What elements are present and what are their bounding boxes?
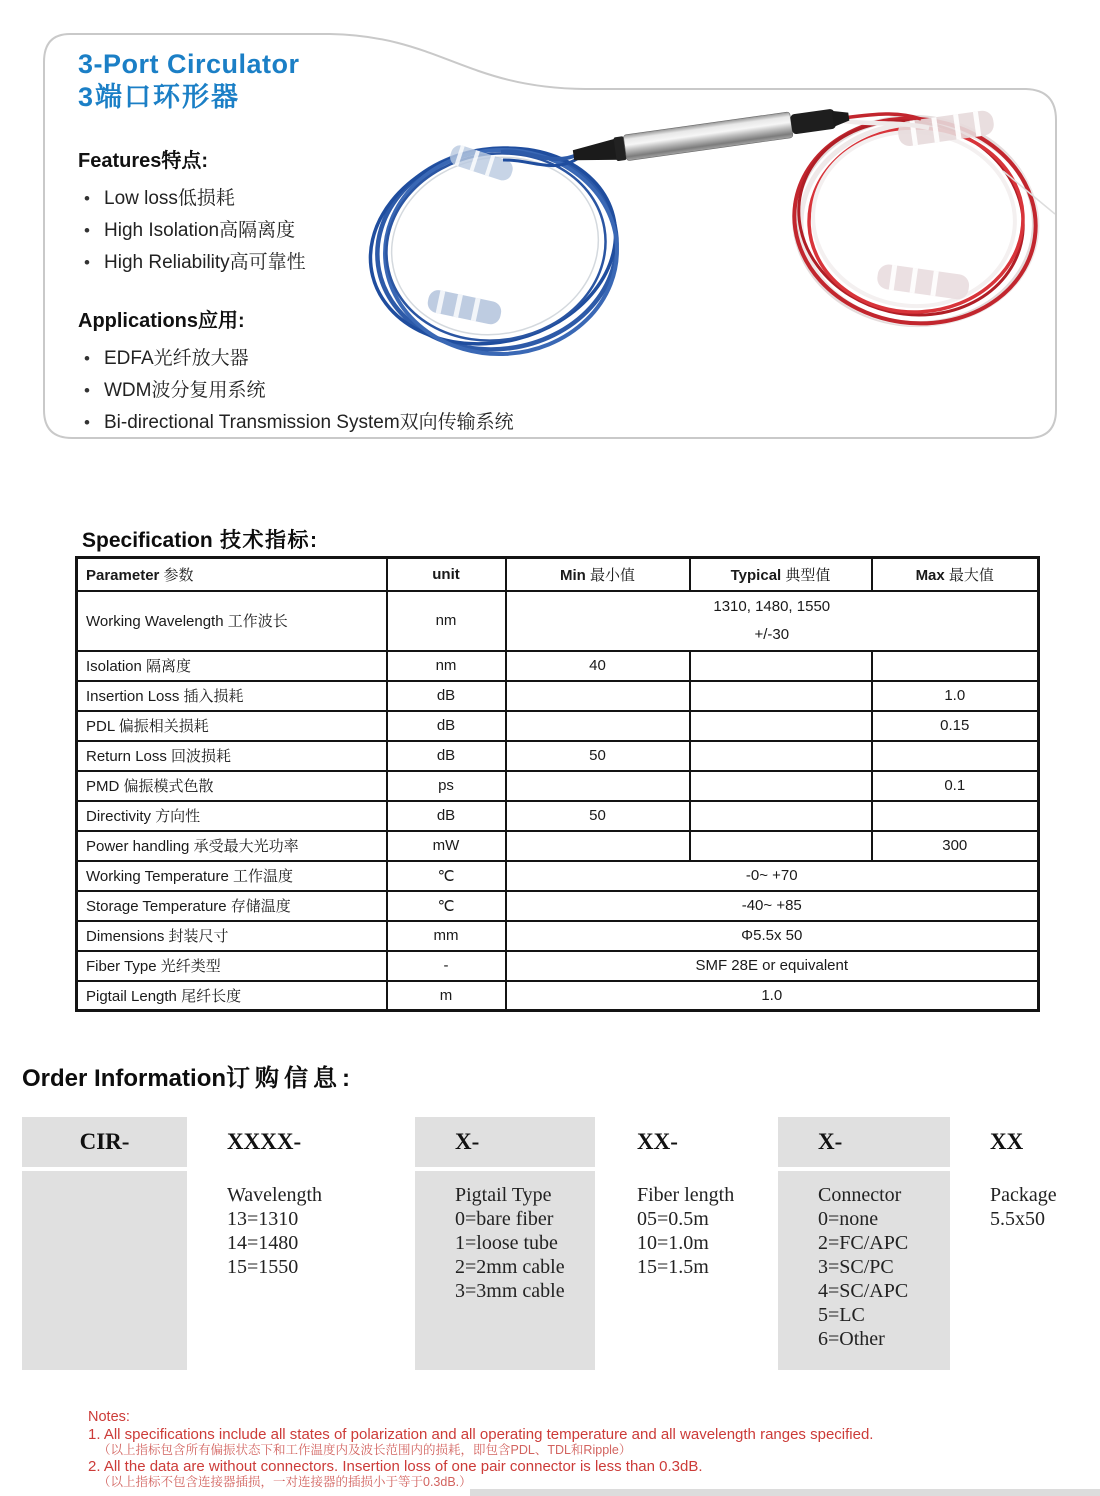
spec-param-cell: Working Temperature 工作温度 <box>77 861 387 891</box>
spec-row <box>77 891 1039 921</box>
order-option-line: 13=1310 <box>227 1208 299 1230</box>
spec-unit-cell: dB <box>387 801 506 831</box>
applications-heading: Applications应用: <box>78 310 245 332</box>
spec-unit-cell: mm <box>387 921 506 951</box>
order-heading-en: Order Information <box>22 1065 227 1092</box>
order-option-line: Pigtail Type <box>455 1184 552 1206</box>
order-code: XX <box>990 1129 1024 1154</box>
application-item: • WDM波分复用系统 <box>78 375 514 407</box>
spec-param-cell: Directivity 方向性 <box>77 801 387 831</box>
spec-value-cell: Φ5.5x 50 <box>506 921 1039 951</box>
order-options <box>187 1171 415 1370</box>
spec-header-max: Max 最大值 <box>872 558 1039 591</box>
spec-row <box>77 651 1039 681</box>
order-column-prefix <box>22 1117 187 1370</box>
feature-item: • High Reliability高可靠性 <box>78 247 306 279</box>
spec-param-cell: Storage Temperature 存储温度 <box>77 891 387 921</box>
spec-min-cell: 50 <box>506 741 690 771</box>
spec-max-cell: 300 <box>872 831 1039 861</box>
order-option-line: Fiber length <box>637 1184 735 1206</box>
spec-unit-cell: dB <box>387 681 506 711</box>
order-option-line: 0=bare fiber <box>455 1208 554 1230</box>
spec-unit-cell: ℃ <box>387 891 506 921</box>
page-footer-strip <box>470 1489 1100 1496</box>
spec-min-cell <box>506 681 690 711</box>
spec-max-cell: 0.1 <box>872 771 1039 801</box>
order-options <box>22 1171 187 1370</box>
application-item: • EDFA光纤放大器 <box>78 343 514 375</box>
spec-row <box>77 711 1039 741</box>
spec-heading-zh: 技术指标: <box>212 529 319 552</box>
order-options <box>597 1171 775 1370</box>
application-item: • Bi-directional Transmission System双向传输系统 <box>78 407 514 439</box>
spec-typical-cell <box>690 831 872 861</box>
spec-header-row <box>77 558 1039 591</box>
spec-param-cell: Dimensions 封装尺寸 <box>77 921 387 951</box>
page-title <box>78 48 300 114</box>
spec-row <box>77 921 1039 951</box>
order-option-line: 15=1550 <box>227 1256 299 1278</box>
order-option-line: 15=1.5m <box>637 1256 709 1278</box>
note-line-en: 1. All specifications include all states of polarization and all operating temperature and all wavelength ranges specified. <box>88 1426 874 1443</box>
spec-max-cell <box>872 801 1039 831</box>
order-option-line: 5=LC <box>818 1304 865 1326</box>
order-code: X- <box>415 1117 595 1167</box>
spec-param-cell: Insertion Loss 插入损耗 <box>77 681 387 711</box>
note-line-en: 2. All the data are without connectors. Insertion loss of one pair connector is less than 0.3dB. <box>88 1458 703 1475</box>
order-option-line: Connector <box>818 1184 902 1206</box>
spec-min-cell <box>506 711 690 741</box>
spec-typical-cell <box>690 771 872 801</box>
spec-param-cell: Isolation 隔离度 <box>77 651 387 681</box>
spec-row <box>77 681 1039 711</box>
spec-min-cell <box>506 771 690 801</box>
order-code: CIR- <box>22 1117 187 1167</box>
order-option-line: Package <box>990 1184 1057 1206</box>
page-title-en: 3-Port Circulator <box>78 49 300 79</box>
spec-row <box>77 771 1039 801</box>
order-column-package <box>950 1117 1080 1370</box>
order-code-table <box>0 1117 1100 1372</box>
order-column-connector <box>778 1117 950 1370</box>
spec-unit-cell: nm <box>387 651 506 681</box>
spec-param-cell: Power handling 承受最大光功率 <box>77 831 387 861</box>
order-option-line: 4=SC/APC <box>818 1280 909 1302</box>
spec-param-cell: PDL 偏振相关损耗 <box>77 711 387 741</box>
order-code: XXXX- <box>227 1129 302 1154</box>
order-heading-zh: 订购信息: <box>226 1065 356 1092</box>
spec-row <box>77 591 1039 651</box>
spec-unit-cell: nm <box>387 591 506 651</box>
order-option-line: 6=Other <box>818 1328 885 1350</box>
order-option-line: 3=SC/PC <box>818 1256 894 1278</box>
spec-header-min: Min 最小值 <box>506 558 690 591</box>
spec-value-cell: SMF 28E or equivalent <box>506 951 1039 981</box>
spec-unit-cell: ℃ <box>387 861 506 891</box>
order-code: X- <box>778 1117 950 1167</box>
spec-row <box>77 951 1039 981</box>
page-title-zh: 3端口环形器 <box>78 82 241 112</box>
notes-section <box>88 1408 1048 1490</box>
spec-table <box>75 556 1040 1012</box>
spec-param-cell: PMD 偏振模式色散 <box>77 771 387 801</box>
note-line-zh: （以上指标包含所有偏振状态下和工作温度内及波长范围内的损耗，即包含PDL、TDL和Ripple） <box>98 1443 632 1457</box>
spec-unit-cell: ps <box>387 771 506 801</box>
spec-row <box>77 831 1039 861</box>
order-option-line: 05=0.5m <box>637 1208 709 1230</box>
order-option-line: 1=loose tube <box>455 1232 558 1254</box>
order-option-line: 3=3mm cable <box>455 1280 565 1302</box>
order-heading <box>22 1058 355 1093</box>
features-heading: Features特点: <box>78 150 209 172</box>
order-column-fiber-length <box>597 1117 775 1370</box>
spec-param-cell: Return Loss 回波损耗 <box>77 741 387 771</box>
spec-typical-cell <box>690 681 872 711</box>
spec-header-parameter: Parameter 参数 <box>77 558 387 591</box>
notes-heading: Notes: <box>88 1409 130 1425</box>
spec-typical-cell <box>690 711 872 741</box>
product-photo-image <box>355 96 1055 366</box>
feature-item: • High Isolation高隔离度 <box>78 215 306 247</box>
spec-unit-cell: - <box>387 951 506 981</box>
order-option-line: 0=none <box>818 1208 879 1230</box>
order-options <box>778 1171 950 1370</box>
spec-row <box>77 801 1039 831</box>
spec-row <box>77 861 1039 891</box>
order-option-line: Wavelength <box>227 1184 323 1206</box>
spec-header-unit: unit <box>387 558 506 591</box>
spec-min-cell <box>506 831 690 861</box>
order-column-pigtail-type <box>415 1117 595 1370</box>
spec-value-cell: -40~ +85 <box>506 891 1039 921</box>
spec-min-cell: 40 <box>506 651 690 681</box>
spec-value-cell: 1.0 <box>506 981 1039 1011</box>
spec-param-cell: Fiber Type 光纤类型 <box>77 951 387 981</box>
product-overview-card <box>40 32 1060 442</box>
spec-header-typical: Typical 典型值 <box>690 558 872 591</box>
red-fiber-coil <box>779 99 1055 339</box>
order-options <box>950 1171 1080 1370</box>
spec-param-cell: Working Wavelength 工作波长 <box>77 591 387 651</box>
spec-max-cell: 1.0 <box>872 681 1039 711</box>
order-option-line: 2=2mm cable <box>455 1256 565 1278</box>
order-code: XX- <box>637 1129 678 1154</box>
order-column-wavelength <box>187 1117 415 1370</box>
features-section <box>78 144 306 279</box>
spec-heading-en: Specification <box>82 529 213 552</box>
spec-value-cell: -0~ +70 <box>506 861 1039 891</box>
spec-unit-cell: dB <box>387 741 506 771</box>
spec-unit-cell: mW <box>387 831 506 861</box>
feature-item: • Low loss低损耗 <box>78 183 306 215</box>
spec-unit-cell: m <box>387 981 506 1011</box>
spec-row <box>77 741 1039 771</box>
order-option-line: 14=1480 <box>227 1232 299 1254</box>
spec-unit-cell: dB <box>387 711 506 741</box>
spec-max-cell <box>872 651 1039 681</box>
spec-row <box>77 981 1039 1011</box>
spec-typical-cell <box>690 741 872 771</box>
order-options <box>415 1171 595 1370</box>
spec-typical-cell <box>690 651 872 681</box>
spec-heading <box>82 524 319 554</box>
spec-max-cell <box>872 741 1039 771</box>
spec-min-cell: 50 <box>506 801 690 831</box>
spec-param-cell: Pigtail Length 尾纤长度 <box>77 981 387 1011</box>
order-option-line: 2=FC/APC <box>818 1232 909 1254</box>
order-option-line: 10=1.0m <box>637 1232 709 1254</box>
spec-max-cell: 0.15 <box>872 711 1039 741</box>
note-line-zh: （以上指标不包含连接器插损，一对连接器的插损小于等于0.3dB.） <box>98 1475 472 1489</box>
spec-typical-cell <box>690 801 872 831</box>
circulator-body <box>572 104 851 168</box>
spec-value-cell: 1310, 1480, 1550 +/-30 <box>506 591 1039 651</box>
order-option-line: 5.5x50 <box>990 1208 1045 1230</box>
